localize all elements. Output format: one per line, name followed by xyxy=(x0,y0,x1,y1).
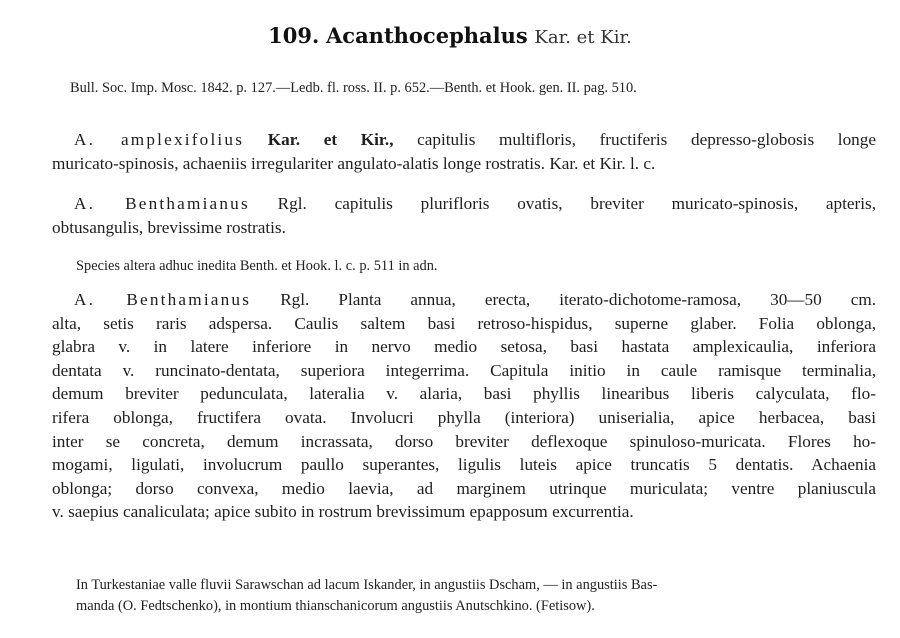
species-benthamianus-description xyxy=(52,288,876,524)
species-authority: Rgl. xyxy=(280,290,310,309)
species-authority: Kar. et Kir., xyxy=(267,130,394,149)
genus-name: Acanthocephalus xyxy=(326,23,528,48)
description-line: oblonga; dorso convexa, medio laevia, ad marginem utrinque muriculata; ventre planiuscula xyxy=(52,478,876,498)
habitat-line: manda (O. Fedtschenko), in montium thianschanicorum angustiis Anutschkino. (Fetisow). xyxy=(76,597,595,614)
description-line: demum breviter pedunculata, lateralia v. alaria, basi phyllis linearibus liberis calyculata, flo- xyxy=(52,384,876,404)
description-line: rifera oblonga, fructifera ovata. Involucri phylla (interiora) uniserialia, apice herbacea, basi xyxy=(52,407,876,427)
description-line: mogami, ligulati, involucrum paullo superantes, ligulis luteis apice truncatis 5 dentatis. Achaenia xyxy=(52,455,876,475)
genus-heading xyxy=(0,22,900,52)
description-line xyxy=(52,288,876,312)
description-line: dentata v. runcinato-dentata, superiora integerrima. Capitula initio in caule ramisque terminalia, xyxy=(52,360,876,380)
species-name: A. Benthamianus xyxy=(74,290,252,309)
editorial-note: Species altera adhuc inedita Benth. et Hook. l. c. p. 511 in adn. xyxy=(76,258,438,274)
species-authority: Rgl. xyxy=(277,194,307,213)
species-amplexifolius-diagnosis xyxy=(52,128,876,175)
description-line: inter se concreta, demum incrassata, dorso breviter deflexoque spinuloso-muricata. Flores ho- xyxy=(52,431,876,451)
description-text: Planta annua, erecta, iterato-dichotome-ramosa, 30—50 cm. xyxy=(338,290,877,309)
habitat-note xyxy=(76,575,657,616)
diagnosis-text: capitulis multifloris, fructiferis depresso-globosis longe xyxy=(417,130,876,149)
diagnosis-line: muricato-spinosis, achaeniis irregulariter angulato-alatis longe rostratis. Kar. et Kir. l. c. xyxy=(52,153,656,173)
literature-references: Bull. Soc. Imp. Mosc. 1842. p. 127.—Ledb. fl. ross. II. p. 652.—Benth. et Hook. gen. II. pag. 510. xyxy=(70,80,637,96)
habitat-line: In Turkestaniae valle fluvii Sarawschan ad lacum Iskander, in angustiis Dscham, — in angustiis Bas- xyxy=(76,577,658,593)
genus-author: Kar. et Kir. xyxy=(534,27,632,48)
diagnosis-line xyxy=(52,192,876,216)
diagnosis-text: capitulis plurifloris ovatis, breviter muricato-spinosis, apteris, xyxy=(334,194,877,213)
diagnosis-line xyxy=(52,128,876,152)
description-line: v. saepius canaliculata; apice subito in rostrum brevissimum epapposum excurrentia. xyxy=(52,502,634,522)
genus-number: 109. xyxy=(268,23,320,48)
species-name: A. amplexifolius xyxy=(74,130,245,149)
diagnosis-line: obtusangulis, brevissime rostratis. xyxy=(52,217,286,237)
species-benthamianus-diagnosis xyxy=(52,192,876,239)
species-name: A. Benthamianus xyxy=(74,194,250,213)
description-line: alta, setis raris adspersa. Caulis saltem basi retroso-hispidus, superne glaber. Folia oblonga, xyxy=(52,313,876,333)
description-line: glabra v. in latere inferiore in nervo medio setosa, basi hastata amplexicaulia, inferiora xyxy=(52,337,876,357)
